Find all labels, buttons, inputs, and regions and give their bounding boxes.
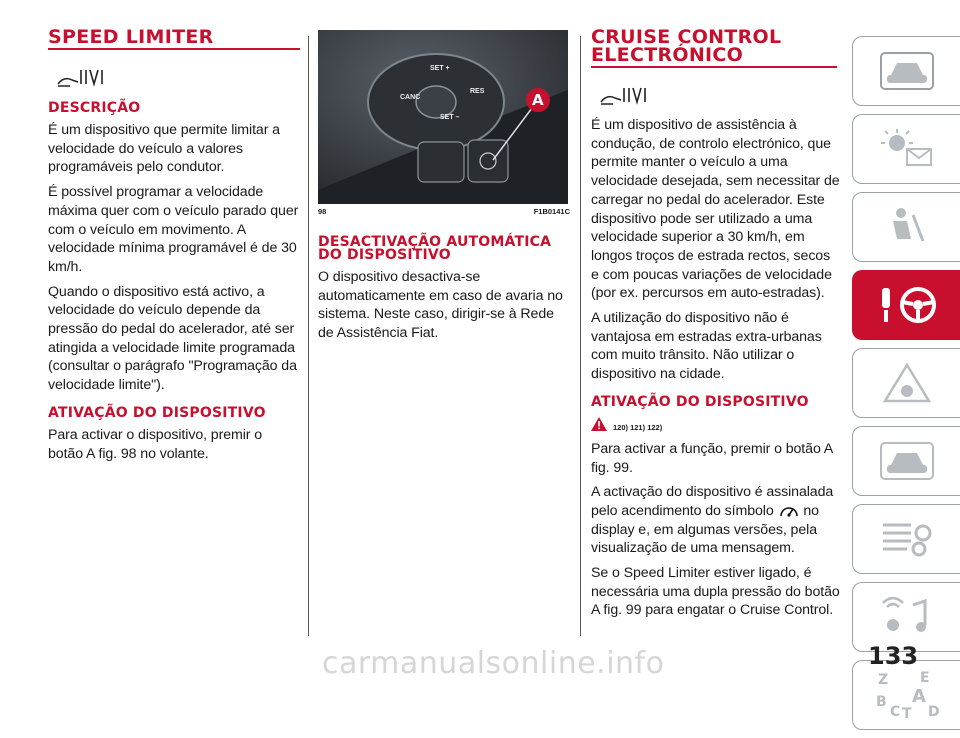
tab-index[interactable] <box>852 660 960 730</box>
tab-emergency[interactable] <box>852 348 960 418</box>
chapter-tabs <box>852 36 960 738</box>
column-divider <box>308 36 309 636</box>
driving-icon <box>872 282 942 328</box>
paragraph: O dispositivo desactiva-se automaticamente em caso de avaria no sistema. Neste caso, dirigir-se à Rede de Assistência Fiat. <box>318 269 563 342</box>
watermark: carmanualsonline.info <box>322 646 665 681</box>
hand-book-icon <box>54 64 108 90</box>
paragraph: Para activar a função, premir o botão A fig. 99. <box>591 440 833 476</box>
tab-maintenance[interactable] <box>852 426 960 496</box>
column-figure <box>318 30 570 349</box>
emergency-icon <box>877 361 937 405</box>
paragraph: Para activar o dispositivo, premir o botão A fig. 98 no volante. <box>48 426 263 462</box>
paragraph: É um dispositivo que permite limitar a velocidade do veículo a valores programáveis pelo condutor. <box>48 122 280 176</box>
seat-safety-icon <box>877 205 937 249</box>
paragraph: Quando o dispositivo está activo, a velocidade do veículo depende da pressão do pedal do acelerador, até ser atingida a velocidade limite programada (consultar o parágrafo "Programação da velocidade limite"). <box>48 283 297 394</box>
index-letter: A <box>911 686 926 707</box>
section-title-speed-limiter: SPEED LIMITER <box>48 28 300 50</box>
callout-a: A <box>532 91 544 109</box>
tab-car-dashboard[interactable] <box>852 36 960 106</box>
edition-icon-row <box>591 72 841 108</box>
button-label-canc: CANC <box>400 94 421 101</box>
paragraph: A utilização do dispositivo não é vantajosa em estradas extra-urbanas com muito trânsito. Não utilizar o dispositivo na cidade. <box>591 310 822 383</box>
heading-descricao: DESCRIÇÃO <box>48 100 141 116</box>
heading-ativacao: ATIVAÇÃO DO DISPOSITIVO <box>48 404 266 421</box>
warning-lights-icon <box>877 127 937 171</box>
figure-number: 98 <box>318 207 327 216</box>
hand-book-icon <box>597 82 651 108</box>
paragraph: É possível programar a velocidade máxima quer com o veículo parado quer com o veículo em movimento. A velocidade mínima programável é de 30 km/h. <box>48 184 299 275</box>
multimedia-icon <box>877 595 937 639</box>
index-letter: T <box>901 706 912 720</box>
tab-seat-safety[interactable] <box>852 192 960 262</box>
paragraph <box>591 483 841 558</box>
figure-98-steering-buttons <box>318 30 568 204</box>
heading-desactivacao: DESACTIVAÇÃO AUTOMÁTICA DO DISPOSITIVO <box>318 234 552 263</box>
tab-driving[interactable] <box>852 270 960 340</box>
figure-code: F1B0141C <box>533 207 570 216</box>
warning-refs-text: 120) 121) 122) <box>613 422 663 432</box>
figure-caption <box>318 207 570 216</box>
paragraph-text: A activação do dispositivo é assinalada pelo acendimento do símbolo <box>591 484 834 519</box>
maintenance-icon <box>877 439 937 483</box>
paragraph-text: no display e, em algumas versões, pela visualização de uma mensagem. <box>591 502 819 557</box>
heading-ativacao-cruise: ATIVAÇÃO DO DISPOSITIVO <box>591 393 809 410</box>
page-number: 133 <box>868 642 919 670</box>
button-label-set-minus: SET – <box>440 114 460 121</box>
index-letter: D <box>927 704 940 720</box>
index-letter: E <box>919 670 930 686</box>
paragraph: Se o Speed Limiter estiver ligado, é necessária uma dupla pressão do botão A fig. 99 para engatar o Cruise Control. <box>591 565 840 619</box>
button-label-set-plus: SET + <box>430 65 450 72</box>
tab-technical-data[interactable] <box>852 504 960 574</box>
index-letter: C <box>889 704 900 720</box>
column-cruise-control <box>591 28 841 626</box>
tab-warning-lights[interactable] <box>852 114 960 184</box>
speedometer-icon <box>778 503 800 519</box>
column-divider <box>580 36 581 636</box>
index-letter: B <box>875 694 887 710</box>
technical-data-icon <box>877 517 937 561</box>
warning-references <box>591 417 841 432</box>
column-speed-limiter <box>48 28 300 469</box>
paragraph: É um dispositivo de assistência à condução, de controlo electrónico, que permite manter o veículo a uma velocidade desejada, sem necessitar de carregar no pedal do acelerador. Este dispositivo pode ser utilizado a uma velocidade superior a 30 km/h, em longos troços de estrada rectos, secos e com poucas variações de velocidade (por ex. percursos em auto-estradas). <box>591 117 840 302</box>
edition-icon-row <box>48 54 300 90</box>
section-title-cruise-control: CRUISE CONTROL ELECTRÓNICO <box>591 28 837 68</box>
button-label-res: RES <box>470 88 485 95</box>
warning-triangle-icon <box>591 417 607 431</box>
car-dashboard-icon <box>877 49 937 93</box>
index-letter: Z <box>877 672 888 688</box>
